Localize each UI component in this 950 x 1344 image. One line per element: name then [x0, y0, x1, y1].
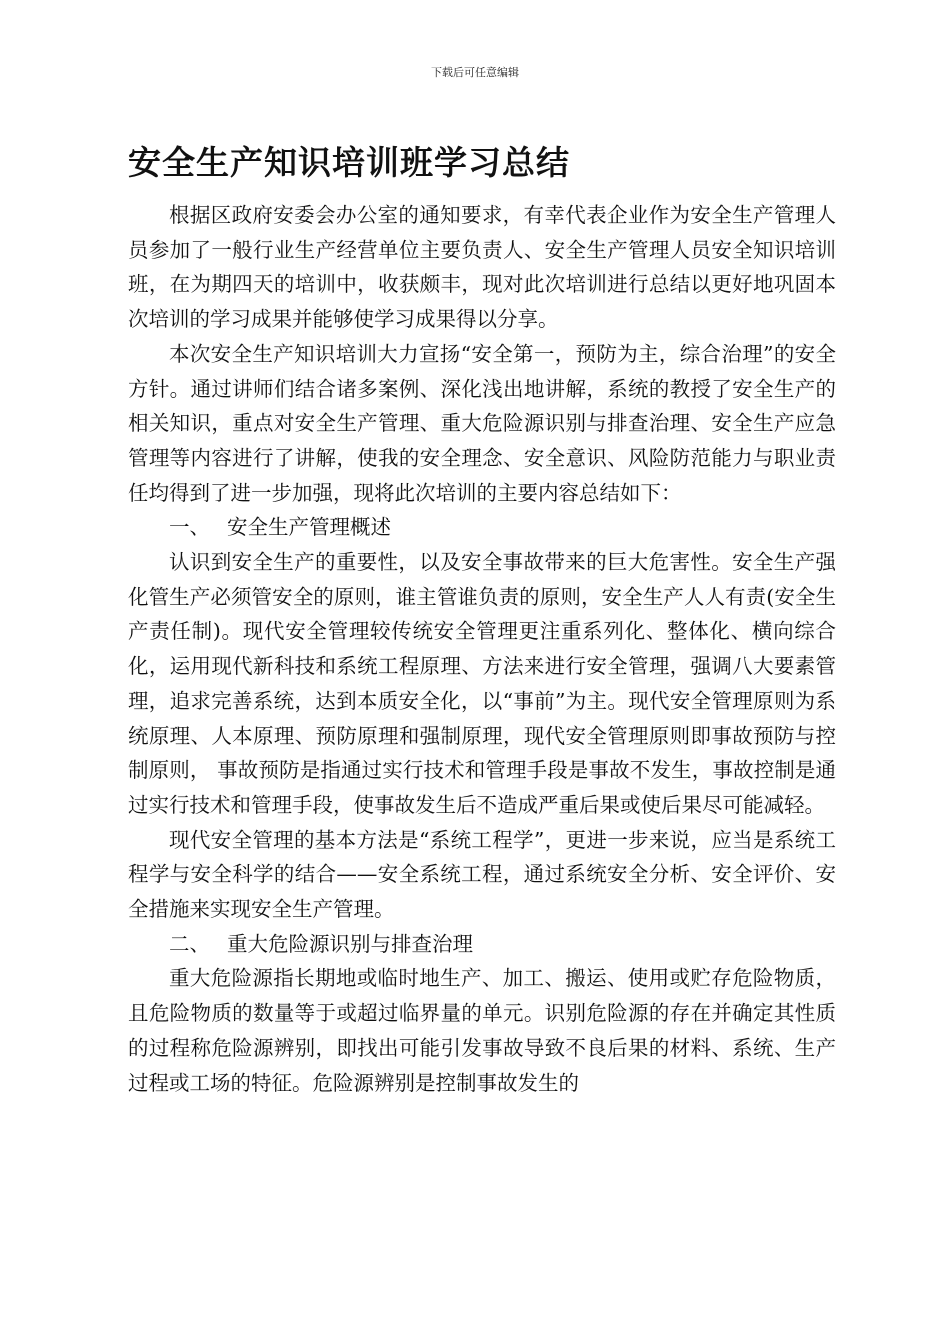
document-title: 安全生产知识培训班学习总结 [128, 143, 570, 182]
section-heading [128, 927, 836, 962]
intro-paragraph: 本次安全生产知识培训大力宣扬“安全第一，预防为主，综合治理”的安全方针。通过讲师们结合诸多案例、深化浅出地讲解，系统的教授了安全生产的相关知识，重点对安全生产管理、重大危险源识别与排查治理、安全生产应急管理等内容进行了讲解，使我的安全理念、安全意识、风险防范能力与职业责任均得到了进一步加强，现将此次培训的主要内容总结如下： [128, 341, 836, 505]
section-title: 重大危险源识别与排查治理 [227, 931, 473, 956]
section-number: 一、 [169, 515, 210, 540]
section-number: 二、 [169, 931, 210, 956]
section-heading [128, 510, 836, 545]
section-paragraph: 现代安全管理的基本方法是“系统工程学”，更进一步来说，应当是系统工程学与安全科学的结合——安全系统工程，通过系统安全分析、安全评价、安全措施来实现安全生产管理。 [128, 827, 836, 922]
section-paragraph: 认识到安全生产的重要性，以及安全事故带来的巨大危害性。安全生产强化管生产必须管安全的原则，谁主管谁负责的原则，安全生产人人有责(安全生产责任制)。现代安全管理较传统安全管理更注重系列化、整体化、横向综合化，运用现代新科技和系统工程原理、方法来进行安全管理，强调八大要素管理，追求完善系统，达到本质安全化，以“事前”为主。现代安全管理原则为系统原理、人本原理、预防原理和强制原理，现代安全管理原则即事故预防与控制原则， 事故预防是指通过实行技术和管理手段是事故不发生，事故控制是通过实行技术和管理手段，使事故发生后不造成严重后果或使后果尽可能减轻。 [128, 550, 836, 817]
section-paragraph: 重大危险源指长期地或临时地生产、加工、搬运、使用或贮存危险物质，且危险物质的数量等于或超过临界量的单元。识别危险源的存在并确定其性质的过程称危险源辨别，即找出可能引发事故导致不良后果的材料、系统、生产过程或工场的特征。危险源辨别是控制事故发生的 [128, 966, 836, 1095]
section-title: 安全生产管理概述 [227, 515, 391, 540]
document-body [128, 198, 836, 1100]
page-header-note: 下载后可任意编辑 [431, 66, 519, 79]
intro-paragraph: 根据区政府安委会办公室的通知要求，有幸代表企业作为安全生产管理人员参加了一般行业生产经营单位主要负责人、安全生产管理人员安全知识培训班，在为期四天的培训中，收获颇丰，现对此次培训进行总结以更好地巩固本次培训的学习成果并能够使学习成果得以分享。 [128, 203, 836, 332]
